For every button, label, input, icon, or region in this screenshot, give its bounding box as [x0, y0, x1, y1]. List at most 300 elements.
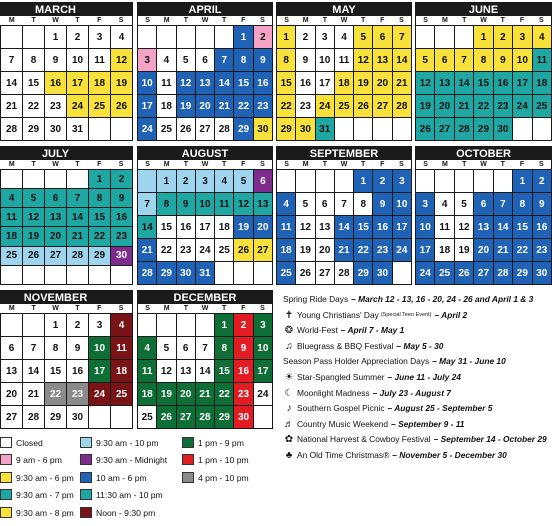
day-cell — [393, 262, 412, 285]
day-cell — [196, 72, 215, 95]
day-cell — [393, 49, 412, 72]
day-number: 6 — [260, 175, 266, 187]
day-cell — [196, 193, 215, 216]
day-number: 25 — [93, 100, 106, 112]
weekday-label: M — [8, 161, 15, 168]
day-cell — [533, 170, 552, 193]
day-number: 22 — [516, 244, 528, 256]
day-cell — [111, 49, 133, 72]
day-cell — [45, 72, 67, 95]
day-number: 18 — [218, 221, 230, 233]
day-number: 30 — [257, 123, 269, 135]
day-cell — [234, 193, 253, 216]
day-cell — [234, 26, 253, 49]
day-number: 16 — [536, 221, 548, 233]
day-cell — [435, 262, 454, 285]
day-number: 13 — [377, 54, 389, 66]
day-cell — [111, 247, 133, 266]
day-cell — [138, 193, 157, 216]
day-number: 25 — [536, 100, 548, 112]
day-cell — [177, 383, 196, 406]
day-cell — [254, 239, 273, 262]
day-cell — [416, 72, 435, 95]
day-cell — [89, 49, 111, 72]
month-title: MARCH — [0, 2, 133, 16]
legend-label: Noon - 9:30 pm — [96, 507, 156, 518]
day-number: 8 — [240, 54, 247, 66]
day-number: 16 — [299, 77, 311, 89]
legend-label: 4 pm - 10 pm — [198, 472, 249, 483]
day-number: 19 — [160, 388, 172, 400]
day-cell — [316, 216, 335, 239]
day-cell — [234, 216, 253, 239]
day-number: 29 — [477, 123, 490, 135]
weekday-label: W — [201, 161, 209, 168]
day-number: 10 — [199, 198, 211, 210]
day-cell — [254, 314, 273, 337]
day-cell — [354, 95, 373, 118]
day-number: 2 — [118, 173, 125, 185]
day-cell — [45, 406, 67, 429]
day-number: 1 — [52, 319, 59, 331]
weekday-label: W — [480, 161, 487, 168]
event-item — [283, 448, 552, 464]
day-cell — [335, 26, 354, 49]
weekday-label: M — [442, 17, 448, 24]
day-cell — [513, 26, 532, 49]
day-grid — [137, 169, 273, 285]
day-number: 8 — [480, 54, 487, 66]
day-cell — [533, 49, 552, 72]
event-dates: – September 14 - October 29 — [433, 434, 547, 445]
day-cell — [138, 360, 157, 383]
day-cell — [45, 118, 67, 141]
legend-swatch — [0, 472, 12, 483]
weekday-label: M — [302, 17, 309, 24]
day-number: 29 — [516, 267, 528, 279]
day-cell — [196, 314, 215, 337]
weekday-label: T — [462, 17, 467, 24]
day-number: 17 — [141, 100, 153, 112]
legend-label: Closed — [16, 437, 43, 448]
month-title: APRIL — [137, 2, 273, 16]
day-number: 4 — [283, 198, 289, 210]
day-cell — [215, 193, 234, 216]
month-title: DECEMBER — [137, 290, 273, 304]
day-grid — [137, 25, 273, 141]
day-cell — [1, 383, 23, 406]
month-june — [415, 2, 552, 141]
day-cell — [138, 406, 157, 429]
day-number: 17 — [71, 77, 84, 89]
weekday-label: T — [221, 161, 227, 168]
day-cell — [474, 26, 493, 49]
day-number: 11 — [94, 54, 105, 66]
weekday-header — [276, 160, 412, 169]
day-cell — [316, 72, 335, 95]
day-number: 13 — [49, 211, 62, 223]
day-cell — [89, 189, 111, 208]
day-number: 6 — [321, 198, 328, 210]
event-dates: – September 9 - 11 — [391, 418, 465, 429]
day-cell — [177, 216, 196, 239]
day-number: 20 — [199, 100, 211, 112]
day-number: 4 — [144, 342, 150, 354]
day-number: 23 — [257, 100, 269, 112]
legend-label: 9:30 am - Midnight — [96, 454, 168, 465]
day-cell — [234, 95, 253, 118]
event-name: Moonlight Madness — [297, 387, 370, 398]
day-number: 12 — [160, 365, 172, 377]
day-cell — [138, 383, 157, 406]
day-cell — [89, 170, 111, 189]
day-cell — [196, 95, 215, 118]
day-cell — [215, 337, 234, 360]
event-icon: ♫ — [285, 340, 293, 352]
event-item — [283, 339, 552, 355]
day-cell — [234, 118, 253, 141]
event-name: An Old Time Christmas® — [297, 449, 390, 460]
legend-swatch — [80, 489, 92, 500]
day-cell — [494, 170, 513, 193]
day-number: 6 — [202, 54, 208, 66]
day-cell — [474, 170, 493, 193]
day-cell — [513, 72, 532, 95]
day-number: 27 — [180, 411, 192, 423]
day-number: 20 — [477, 244, 490, 256]
day-number: 2 — [74, 319, 81, 331]
weekday-label: S — [145, 161, 150, 168]
day-number: 3 — [96, 319, 103, 331]
day-number: 22 — [218, 388, 230, 400]
day-number: 3 — [260, 319, 266, 331]
day-cell — [67, 360, 89, 383]
day-cell — [177, 72, 196, 95]
weekday-label: W — [340, 161, 348, 168]
day-number: 13 — [257, 198, 269, 210]
day-cell — [533, 262, 552, 285]
day-cell — [1, 49, 23, 72]
day-number: 28 — [5, 123, 18, 135]
day-number: 10 — [257, 342, 269, 354]
day-number: 10 — [516, 54, 528, 66]
legend-swatch — [182, 472, 194, 483]
event-item — [283, 417, 552, 433]
day-number: 1 — [52, 31, 59, 43]
legend-swatch — [182, 454, 194, 465]
day-grid — [276, 25, 412, 141]
day-cell — [474, 239, 493, 262]
day-cell — [67, 406, 89, 429]
weekday-label: S — [260, 305, 265, 312]
event-name: National Harvest & Cowboy Festival — [297, 434, 431, 445]
day-cell — [316, 118, 335, 141]
weekday-label: T — [31, 17, 36, 24]
day-number: 7 — [202, 342, 208, 354]
weekday-header — [0, 304, 133, 313]
day-cell — [1, 208, 23, 227]
day-cell — [67, 189, 89, 208]
day-cell — [373, 72, 392, 95]
day-cell — [354, 216, 373, 239]
legend-label: 10 am - 6 pm — [96, 472, 147, 483]
day-cell — [393, 72, 412, 95]
day-number: 25 — [141, 411, 153, 423]
day-grid — [415, 25, 552, 141]
day-number: 26 — [458, 267, 470, 279]
day-cell — [474, 72, 493, 95]
weekday-label: S — [145, 305, 150, 312]
day-cell — [196, 262, 215, 285]
day-number: 15 — [49, 365, 62, 377]
day-cell — [393, 170, 412, 193]
day-cell — [157, 262, 176, 285]
day-cell — [254, 406, 273, 429]
day-number: 2 — [539, 175, 545, 187]
day-cell — [45, 189, 67, 208]
day-cell — [196, 360, 215, 383]
day-number: 9 — [118, 192, 125, 204]
day-cell — [474, 118, 493, 141]
day-cell — [45, 383, 67, 406]
day-number: 14 — [27, 365, 40, 377]
day-grid — [276, 169, 412, 285]
day-number: 21 — [141, 244, 153, 256]
day-cell — [1, 118, 23, 141]
day-number: 12 — [458, 221, 470, 233]
weekday-header — [137, 304, 273, 313]
day-cell — [45, 26, 67, 49]
event-icon: ♣ — [285, 449, 293, 461]
legend-swatch — [0, 507, 12, 518]
day-cell — [354, 118, 373, 141]
day-cell — [89, 208, 111, 227]
day-number: 23 — [536, 244, 548, 256]
day-number: 3 — [96, 31, 103, 43]
legend-swatch — [0, 454, 12, 465]
day-number: 12 — [238, 198, 250, 210]
legend-item — [0, 472, 74, 483]
day-cell — [67, 266, 89, 285]
day-cell — [1, 314, 23, 337]
day-number: 7 — [144, 198, 150, 210]
month-title: JUNE — [415, 2, 552, 16]
day-cell — [89, 247, 111, 266]
day-cell — [296, 193, 315, 216]
day-number: 13 — [477, 221, 490, 233]
day-cell — [455, 239, 474, 262]
day-number: 24 — [319, 100, 331, 112]
day-number: 2 — [500, 31, 506, 43]
day-number: 25 — [280, 267, 292, 279]
weekday-label: S — [539, 17, 544, 24]
day-number: 12 — [357, 54, 369, 66]
event-icon: ♪ — [286, 403, 292, 415]
day-number: 30 — [49, 123, 62, 135]
event-name: World-Fest — [297, 325, 338, 336]
day-number: 11 — [116, 342, 127, 354]
weekday-label: T — [221, 17, 227, 24]
month-title: JULY — [0, 146, 133, 160]
day-cell — [474, 216, 493, 239]
day-number: 10 — [396, 198, 408, 210]
day-cell — [45, 227, 67, 246]
day-cell — [67, 118, 89, 141]
day-number: 8 — [283, 54, 289, 66]
weekday-label: S — [260, 161, 265, 168]
day-cell — [138, 239, 157, 262]
day-number: 19 — [115, 77, 128, 89]
day-cell — [215, 239, 234, 262]
day-cell — [335, 118, 354, 141]
legend-item — [80, 437, 159, 448]
day-cell — [89, 406, 111, 429]
day-number: 9 — [379, 198, 386, 210]
event-icon: ☀ — [284, 371, 294, 383]
day-cell — [277, 118, 296, 141]
day-cell — [335, 262, 354, 285]
day-number: 1 — [360, 175, 367, 187]
day-number: 8 — [221, 342, 228, 354]
day-cell — [177, 337, 196, 360]
day-cell — [513, 193, 532, 216]
day-number: 25 — [338, 100, 350, 112]
day-number: 8 — [163, 198, 170, 210]
event-dates: – April 7 - May 1 — [340, 325, 405, 336]
day-cell — [234, 72, 253, 95]
day-number: 27 — [377, 100, 389, 112]
day-cell — [277, 26, 296, 49]
day-number: 28 — [396, 100, 408, 112]
day-number: 9 — [500, 54, 506, 66]
day-cell — [254, 118, 273, 141]
weekday-label: S — [260, 17, 265, 24]
day-cell — [373, 193, 392, 216]
day-cell — [435, 49, 454, 72]
day-number: 9 — [52, 54, 59, 66]
day-number: 17 — [93, 365, 106, 377]
day-cell — [111, 314, 133, 337]
day-cell — [45, 314, 67, 337]
legend-swatch — [0, 437, 12, 448]
day-number: 16 — [257, 77, 269, 89]
day-cell — [373, 262, 392, 285]
weekday-label: T — [500, 161, 505, 168]
day-number: 1 — [240, 31, 247, 43]
day-cell — [138, 170, 157, 193]
weekday-label: F — [97, 305, 102, 312]
day-cell — [435, 118, 454, 141]
day-number: 21 — [396, 77, 408, 89]
day-cell — [513, 170, 532, 193]
day-number: 21 — [497, 244, 509, 256]
day-number: 10 — [141, 77, 153, 89]
day-number: 17 — [419, 244, 431, 256]
day-number: 1 — [283, 31, 289, 43]
day-number: 9 — [74, 342, 81, 354]
weekday-label: W — [52, 161, 59, 168]
day-number: 10 — [319, 54, 331, 66]
day-cell — [89, 314, 111, 337]
day-cell — [215, 262, 234, 285]
day-number: 8 — [519, 198, 526, 210]
day-cell — [335, 239, 354, 262]
day-cell — [234, 49, 253, 72]
event-name: Young Christians' Day — [297, 309, 379, 320]
day-cell — [196, 239, 215, 262]
day-number: 3 — [399, 175, 405, 187]
day-number: 22 — [93, 231, 106, 243]
day-cell — [533, 193, 552, 216]
day-cell — [455, 193, 474, 216]
weekday-label: T — [75, 305, 80, 312]
day-cell — [435, 216, 454, 239]
day-number: 10 — [419, 221, 431, 233]
day-cell — [23, 406, 45, 429]
event-icon: ♬ — [284, 418, 294, 430]
weekday-label: F — [97, 17, 102, 24]
day-cell — [254, 72, 273, 95]
day-cell — [138, 216, 157, 239]
month-august — [137, 146, 273, 285]
day-grid — [0, 313, 133, 429]
day-cell — [67, 383, 89, 406]
day-number: 18 — [93, 77, 106, 89]
weekday-label: T — [322, 161, 327, 168]
day-cell — [111, 118, 133, 141]
legend-swatch — [80, 472, 92, 483]
day-number: 6 — [52, 192, 59, 204]
weekday-label: T — [183, 161, 188, 168]
day-number: 30 — [536, 267, 548, 279]
day-number: 2 — [74, 31, 81, 43]
day-cell — [513, 118, 532, 141]
day-cell — [23, 360, 45, 383]
day-number: 8 — [96, 192, 103, 204]
day-cell — [277, 216, 296, 239]
day-number: 13 — [319, 221, 331, 233]
day-number: 17 — [516, 77, 528, 89]
day-cell — [1, 95, 23, 118]
day-cell — [1, 170, 23, 189]
day-number: 24 — [71, 100, 84, 112]
day-cell — [138, 49, 157, 72]
day-cell — [373, 95, 392, 118]
weekday-label: T — [75, 17, 80, 24]
event-icon: ✿ — [284, 434, 294, 446]
day-number: 19 — [458, 244, 470, 256]
day-number: 26 — [238, 244, 250, 256]
day-cell — [435, 72, 454, 95]
event-item — [283, 323, 552, 339]
day-number: 5 — [360, 31, 367, 43]
day-number: 18 — [5, 231, 18, 243]
day-number: 26 — [357, 100, 369, 112]
day-cell — [296, 216, 315, 239]
day-number: 13 — [5, 365, 18, 377]
day-number: 30 — [497, 123, 509, 135]
day-cell — [494, 95, 513, 118]
legend-label: 11:30 am - 10 pm — [96, 489, 163, 500]
event-icon: ✝ — [284, 309, 294, 321]
day-cell — [494, 26, 513, 49]
day-number: 21 — [218, 100, 230, 112]
weekday-label: S — [145, 17, 150, 24]
day-number: 13 — [199, 77, 211, 89]
day-number: 22 — [357, 244, 369, 256]
day-number: 28 — [218, 123, 230, 135]
event-dates: – May 31 - June 10 — [432, 356, 506, 367]
